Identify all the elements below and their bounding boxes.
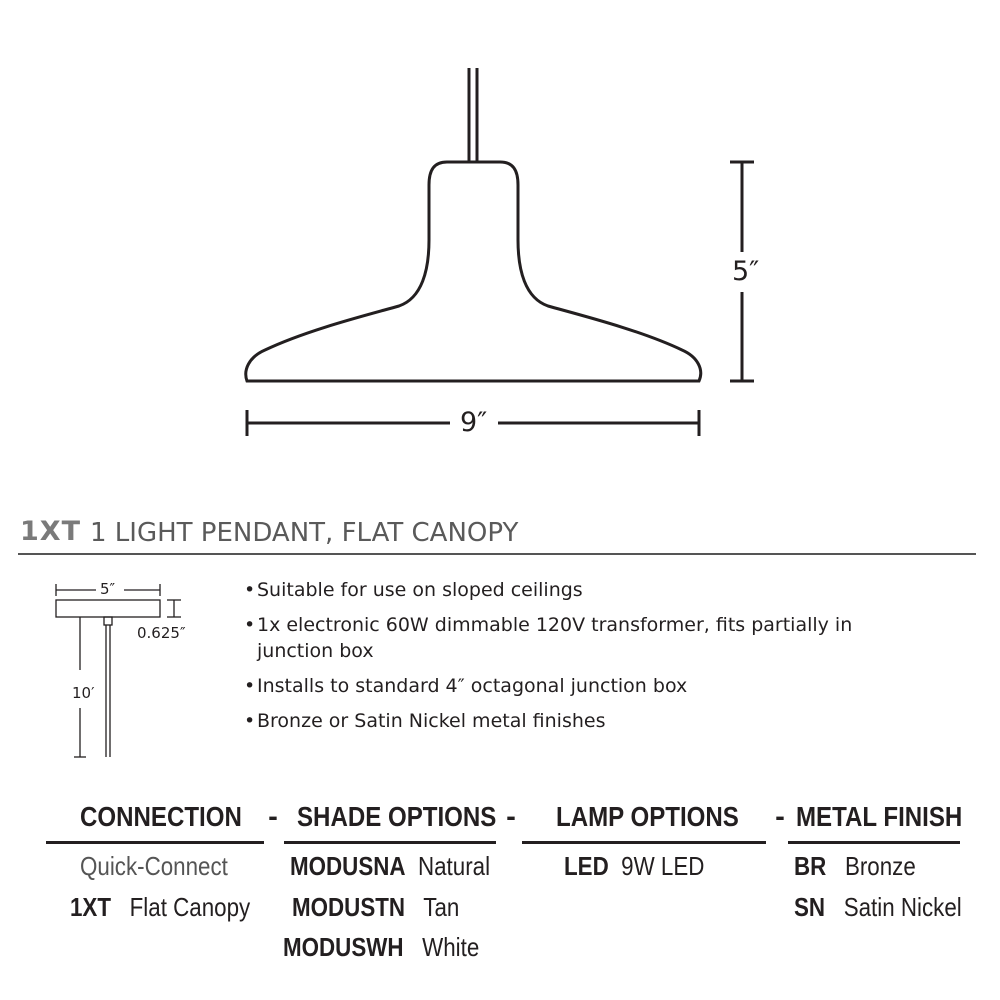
canopy-thickness-label: 0.625″ xyxy=(137,624,186,642)
width-dimension-label: 9″ xyxy=(460,407,488,438)
option-code: MODUSNA xyxy=(290,851,406,881)
lamp-option xyxy=(564,851,704,882)
shade-options-rule xyxy=(284,841,496,844)
metal-finish-rule xyxy=(788,841,960,844)
product-code: 1XT xyxy=(20,516,82,547)
connection-option xyxy=(70,892,250,923)
pendant-shade-outline xyxy=(246,162,701,381)
feature-item: • Bronze or Satin Nickel metal finishes xyxy=(243,708,963,734)
option-code: SN xyxy=(794,892,826,922)
shade-options-header: SHADE OPTIONS xyxy=(297,801,497,832)
lamp-options-rule xyxy=(522,841,766,844)
shade-option xyxy=(283,932,479,963)
feature-list xyxy=(243,577,963,743)
shade-option xyxy=(290,851,490,882)
option-code: MODUSWH xyxy=(283,932,404,962)
canopy-diagram xyxy=(0,560,240,780)
separator-dash: - xyxy=(268,803,278,831)
canopy-plate xyxy=(56,600,160,617)
connection-subheader: Quick-Connect xyxy=(80,851,228,881)
option-code: LED xyxy=(564,851,609,881)
separator-dash: - xyxy=(506,803,516,831)
heading-divider xyxy=(18,553,976,555)
option-code: BR xyxy=(794,851,827,881)
option-code: 1XT xyxy=(70,892,112,922)
cord-length-label: 10′ xyxy=(72,684,95,702)
finish-option xyxy=(794,892,962,923)
option-desc: Natural xyxy=(417,851,491,881)
metal-finish-header: METAL FINISH xyxy=(796,801,963,832)
product-title: 1 LIGHT PENDANT, FLAT CANOPY xyxy=(90,518,519,548)
separator-dash: - xyxy=(775,803,785,831)
connection-rule xyxy=(46,841,264,844)
option-desc: Tan xyxy=(423,892,460,922)
option-desc: White xyxy=(422,932,480,962)
shade-option xyxy=(292,892,459,923)
feature-item: • Suitable for use on sloped ceilings xyxy=(243,577,963,603)
option-desc: Satin Nickel xyxy=(843,892,962,922)
option-desc: Flat Canopy xyxy=(129,892,251,922)
finish-option xyxy=(794,851,916,882)
height-dimension-label: 5″ xyxy=(732,256,760,287)
feature-item: • Installs to standard 4″ octagonal junction box xyxy=(243,673,963,699)
canopy-width-label: 5″ xyxy=(100,580,116,598)
connection-header: CONNECTION xyxy=(80,801,242,832)
canopy-connector xyxy=(104,617,112,625)
option-desc: 9W LED xyxy=(621,851,705,881)
option-code: MODUSTN xyxy=(292,892,406,922)
feature-item: • 1x electronic 60W dimmable 120V transformer, fits partially in junction box xyxy=(243,612,897,664)
lamp-options-header: LAMP OPTIONS xyxy=(556,801,739,832)
option-desc: Bronze xyxy=(844,851,916,881)
